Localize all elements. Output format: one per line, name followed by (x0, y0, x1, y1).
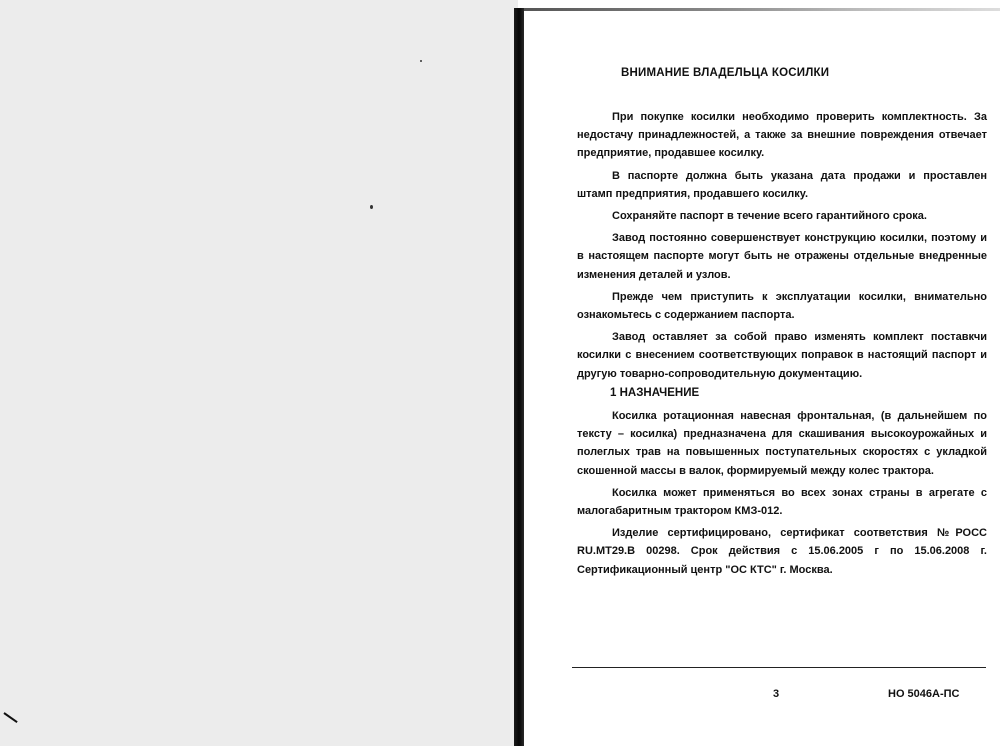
paragraph: Косилка может применяться во всех зонах страны в агрегате с малогабаритным трактором КМЗ-012. (577, 486, 987, 518)
paragraph: Прежде чем приступить к эксплуатации косилки, внимательно ознакомьтесь с содержанием паспорта. (577, 290, 987, 322)
scan-mark (3, 712, 17, 723)
paragraph: Завод постоянно совершенствует конструкцию косилки, поэтому и в настоящем паспорте могут быть не отражены отдельные внедренные изменения деталей и узлов. (577, 232, 987, 281)
paragraph: Косилка ротационная навесная фронтальная, (в дальнейшем по тексту – косилка) предназначена для скашивания высокоурожайных и полеглых трав на повышенных поступательных скоростях с укладкой скошенной массы в валок, формируемый между колес трактора. (577, 410, 987, 477)
book-spine (514, 8, 524, 746)
scan-speck (420, 60, 422, 62)
document-code: НО 5046А-ПС (888, 688, 960, 700)
paragraph: В паспорте должна быть указана дата продажи и проставлен штамп предприятия, продавшего косилку. (577, 169, 987, 200)
document-page (524, 11, 1000, 746)
scan-speck (370, 205, 373, 209)
section-heading: 1 НАЗНАЧЕНИЕ (610, 387, 700, 399)
intro-text (577, 108, 987, 387)
page-number: 3 (773, 688, 780, 700)
paragraph: При покупке косилки необходимо проверить комплектность. За недостачу принадлежностей, а также за внешние повреждения отвечает предприятие, продавшее косилку. (577, 111, 987, 160)
page-title: ВНИМАНИЕ ВЛАДЕЛЬЦА КОСИЛКИ (621, 67, 830, 79)
paragraph: Изделие сертифицировано, сертификат соответствия №РОСС RU.МТ29.В 00298. Срок действия с 15.06.2005 г по 15.06.2008 г. Сертификационный центр "ОС КТС" г. Москва. (577, 527, 987, 576)
section-text (577, 407, 987, 583)
paragraph: Завод оставляет за собой право изменять комплект поставкчи косилки с внесением соответствующих поправок в настоящий паспорт и другую товарно-сопроводительную документацию. (577, 331, 987, 380)
footer-divider (572, 667, 986, 668)
paragraph: Сохраняйте паспорт в течение всего гарантийного срока. (612, 210, 927, 223)
